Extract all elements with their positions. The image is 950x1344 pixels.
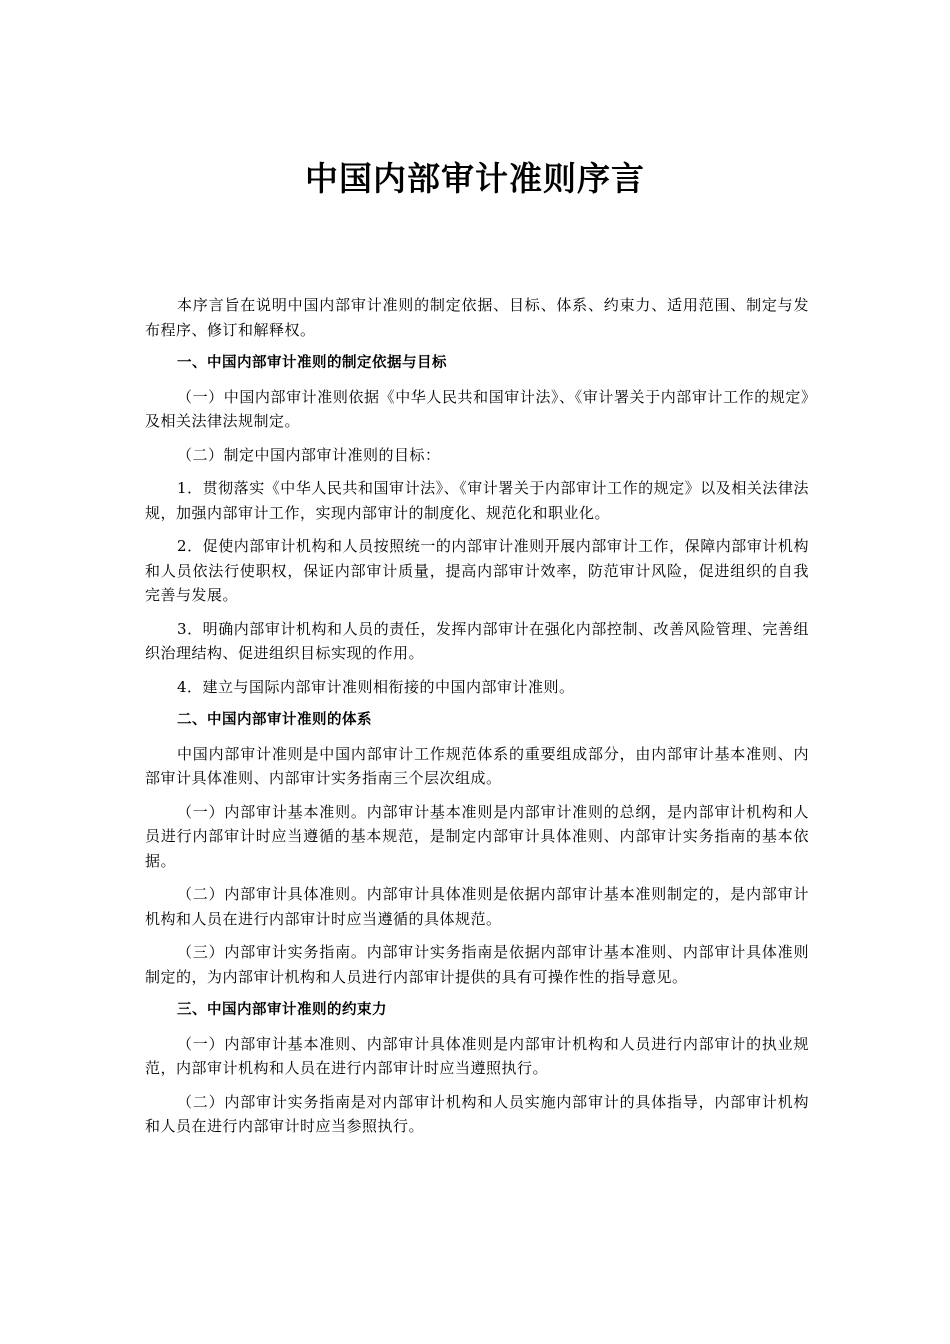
paragraph: （三）内部审计实务指南。内部审计实务指南是依据内部审计基本准则、内部审计具体准则制定的，为内部审计机构和人员进行内部审计提供的具有可操作性的指导意见。: [145, 943, 809, 986]
list-item: 4．建立与国际内部审计准则相衔接的中国内部审计准则。: [177, 677, 575, 696]
paragraph: （一）中国内部审计准则依据《中华人民共和国审计法》、《审计署关于内部审计工作的规定》及相关法律法规制定。: [145, 387, 809, 430]
paragraph: 中国内部审计准则是中国内部审计工作规范体系的重要组成部分，由内部审计基本准则、内部审计具体准则、内部审计实务指南三个层次组成。: [145, 744, 809, 787]
list-item: 2．促使内部审计机构和人员按照统一的内部审计准则开展内部审计工作，保障内部审计机构和人员依法行使职权，保证内部审计质量，提高内部审计效率，防范审计风险，促进组织的自我完善与发展。: [145, 537, 809, 604]
list-item: 3．明确内部审计机构和人员的责任，发挥内部审计在强化内部控制、改善风险管理、完善组织治理结构、促进组织目标实现的作用。: [145, 619, 809, 662]
paragraph: （二）制定中国内部审计准则的目标：: [177, 445, 441, 464]
paragraph: （一）内部审计基本准则、内部审计具体准则是内部审计机构和人员进行内部审计的执业规范，内部审计机构和人员在进行内部审计时应当遵照执行。: [145, 1034, 809, 1077]
section-heading-1: 一、中国内部审计准则的制定依据与目标: [177, 355, 447, 371]
list-item: 1．贯彻落实《中华人民共和国审计法》、《审计署关于内部审计工作的规定》以及相关法律法规，加强内部审计工作，实现内部审计的制度化、规范化和职业化。: [145, 479, 809, 522]
section-heading-3: 三、中国内部审计准则的约束力: [177, 1002, 387, 1018]
paragraph: （二）内部审计实务指南是对内部审计机构和人员实施内部审计的具体指导，内部审计机构和人员在进行内部审计时应当参照执行。: [145, 1092, 809, 1135]
section-heading-2: 二、中国内部审计准则的体系: [177, 712, 372, 728]
intro-paragraph: 本序言旨在说明中国内部审计准则的制定依据、目标、体系、约束力、适用范围、制定与发布程序、修订和解释权。: [145, 296, 809, 339]
paragraph: （二）内部审计具体准则。内部审计具体准则是依据内部审计基本准则制定的，是内部审计机构和人员在进行内部审计时应当遵循的具体规范。: [145, 885, 809, 928]
document-body: [145, 293, 809, 1148]
paragraph: （一）内部审计基本准则。内部审计基本准则是内部审计准则的总纲，是内部审计机构和人员进行内部审计时应当遵循的基本规范，是制定内部审计具体准则、内部审计实务指南的基本依据。: [145, 802, 809, 870]
document-title: 中国内部审计准则序言: [305, 159, 645, 198]
